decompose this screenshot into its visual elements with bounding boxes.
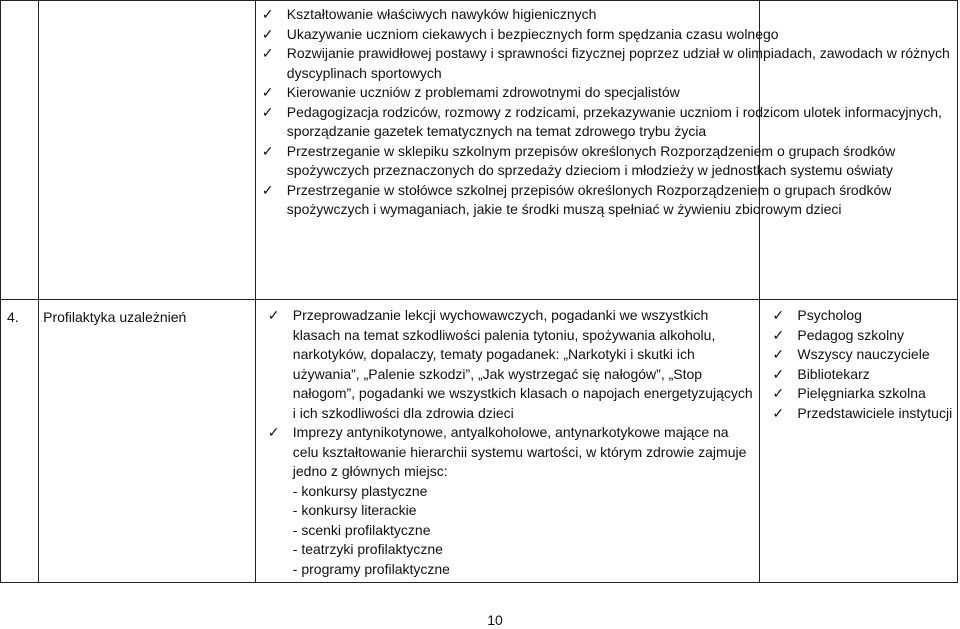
list-item [764, 345, 953, 365]
sub-item: - konkursy plastyczne [292, 482, 428, 499]
list-item-text: Imprezy antynikotynowe, antyalkoholowe, antynarkotykowe mające na celu kształtowanie hierarchii systemu wartości, w którym zdrowie zajmuje jedno z głównych miejsc: [292, 424, 747, 479]
list-item [254, 44, 954, 83]
checkmark-icon: ✓ [772, 385, 785, 401]
list-item-text: Bibliotekarz [797, 365, 870, 382]
area-cell [39, 300, 256, 583]
list-item [254, 181, 954, 220]
list-item [764, 306, 953, 326]
list-item-text: Przestrzeganie w sklepiku szkolnym przepisów określonych Rozporządzeniem o grupach środków spożywczych przeznaczonych do sprzedaży dzieciom i młodzieży w jednostkach systemu oświaty [286, 142, 896, 178]
sub-item: - konkursy literackie [292, 502, 417, 518]
list-item [260, 306, 756, 423]
area-cell [39, 1, 256, 300]
checkmark-icon: ✓ [772, 346, 785, 362]
number-cell [1, 300, 39, 583]
list-item [254, 83, 954, 103]
sub-item: - scenki profilaktyczne [292, 521, 431, 538]
task-list [254, 5, 954, 220]
tasks-cell [255, 1, 950, 300]
checkmark-icon: ✓ [261, 142, 274, 159]
checkmark-icon: ✓ [772, 365, 785, 382]
sub-item: - teatrzyki profilaktyczne [292, 541, 443, 557]
sub-item: - programy profilaktyczne [292, 560, 450, 577]
list-item-text: Psycholog [797, 307, 862, 323]
checkmark-icon: ✓ [772, 326, 785, 343]
checkmark-icon: ✓ [261, 45, 274, 61]
row-number: 4. [7, 309, 19, 325]
list-item [254, 5, 954, 25]
list-item-text: Kształtowanie właściwych nawyków higienicznych [286, 6, 597, 22]
responsible-cell [760, 300, 958, 583]
checkmark-icon: ✓ [261, 84, 274, 100]
responsible-list [764, 306, 953, 423]
list-item [254, 103, 954, 142]
task-list [260, 306, 756, 482]
checkmark-icon: ✓ [772, 404, 785, 421]
sub-item-list [260, 482, 756, 580]
checkmark-icon: ✓ [261, 6, 274, 22]
list-item-text: Pielęgniarka szkolna [797, 385, 926, 401]
tasks-cell [255, 300, 760, 583]
checkmark-icon: ✓ [267, 307, 280, 323]
area-name: Profilaktyka uzależnień [43, 309, 187, 325]
checkmark-icon: ✓ [261, 181, 274, 198]
list-item [764, 384, 953, 404]
checkmark-icon: ✓ [261, 103, 274, 120]
list-item-text: Kierowanie uczniów z problemami zdrowotnymi do specjalistów [286, 84, 680, 100]
list-item [764, 365, 953, 385]
list-item [254, 25, 954, 45]
list-item [254, 142, 954, 181]
list-item-text: Przestrzeganie w stołówce szkolnej przepisów określonych Rozporządzeniem o grupach środków spożywczych i wymaganiach, jakie te środki muszą spełniać w żywieniu zbiorowym dzieci [286, 181, 892, 217]
list-item-text: Ukazywanie uczniom ciekawych i bezpiecznych form spędzania czasu wolnego [286, 25, 779, 42]
checkmark-icon: ✓ [772, 307, 785, 323]
list-item-text: Wszyscy nauczyciele [797, 346, 930, 362]
table-row [1, 300, 958, 583]
list-item-text: Przedstawiciele instytucji [797, 404, 953, 421]
list-item-text: Przeprowadzanie lekcji wychowawczych, pogadanki we wszystkich klasach na temat szkodliwości palenia tytoniu, spożywania alkoholu, narkotyków, dopalaczy, tematy pogadanek: „Narkotyki i skutki ich używania”, „Palenie szkodzi”, „Jak wystrzegać się nałogów”, „Stop nałogom”, pogadanki we wszystkich klasach o napojach energetyzujących i ich szkodliwości dla zdrowia dzieci [292, 307, 753, 421]
list-item [260, 423, 756, 482]
list-item-text: Rozwijanie prawidłowej postawy i sprawności fizycznej poprzez udział w olimpiadach, zawodach w różnych dyscyplinach sportowych [286, 45, 950, 81]
list-item [764, 404, 953, 424]
number-cell [1, 1, 39, 300]
list-item-text: Pedagogizacja rodziców, rozmowy z rodzicami, przekazywanie uczniom i rodzicom ulotek informacyjnych, sporządzanie gazetek tematycznych na temat zdrowego trybu życia [286, 103, 942, 139]
checkmark-icon: ✓ [261, 25, 274, 42]
list-item [764, 326, 953, 346]
table-row [1, 1, 958, 300]
checkmark-icon: ✓ [267, 424, 280, 440]
page-number: 10 [487, 612, 503, 628]
list-item-text: Pedagog szkolny [797, 326, 904, 343]
